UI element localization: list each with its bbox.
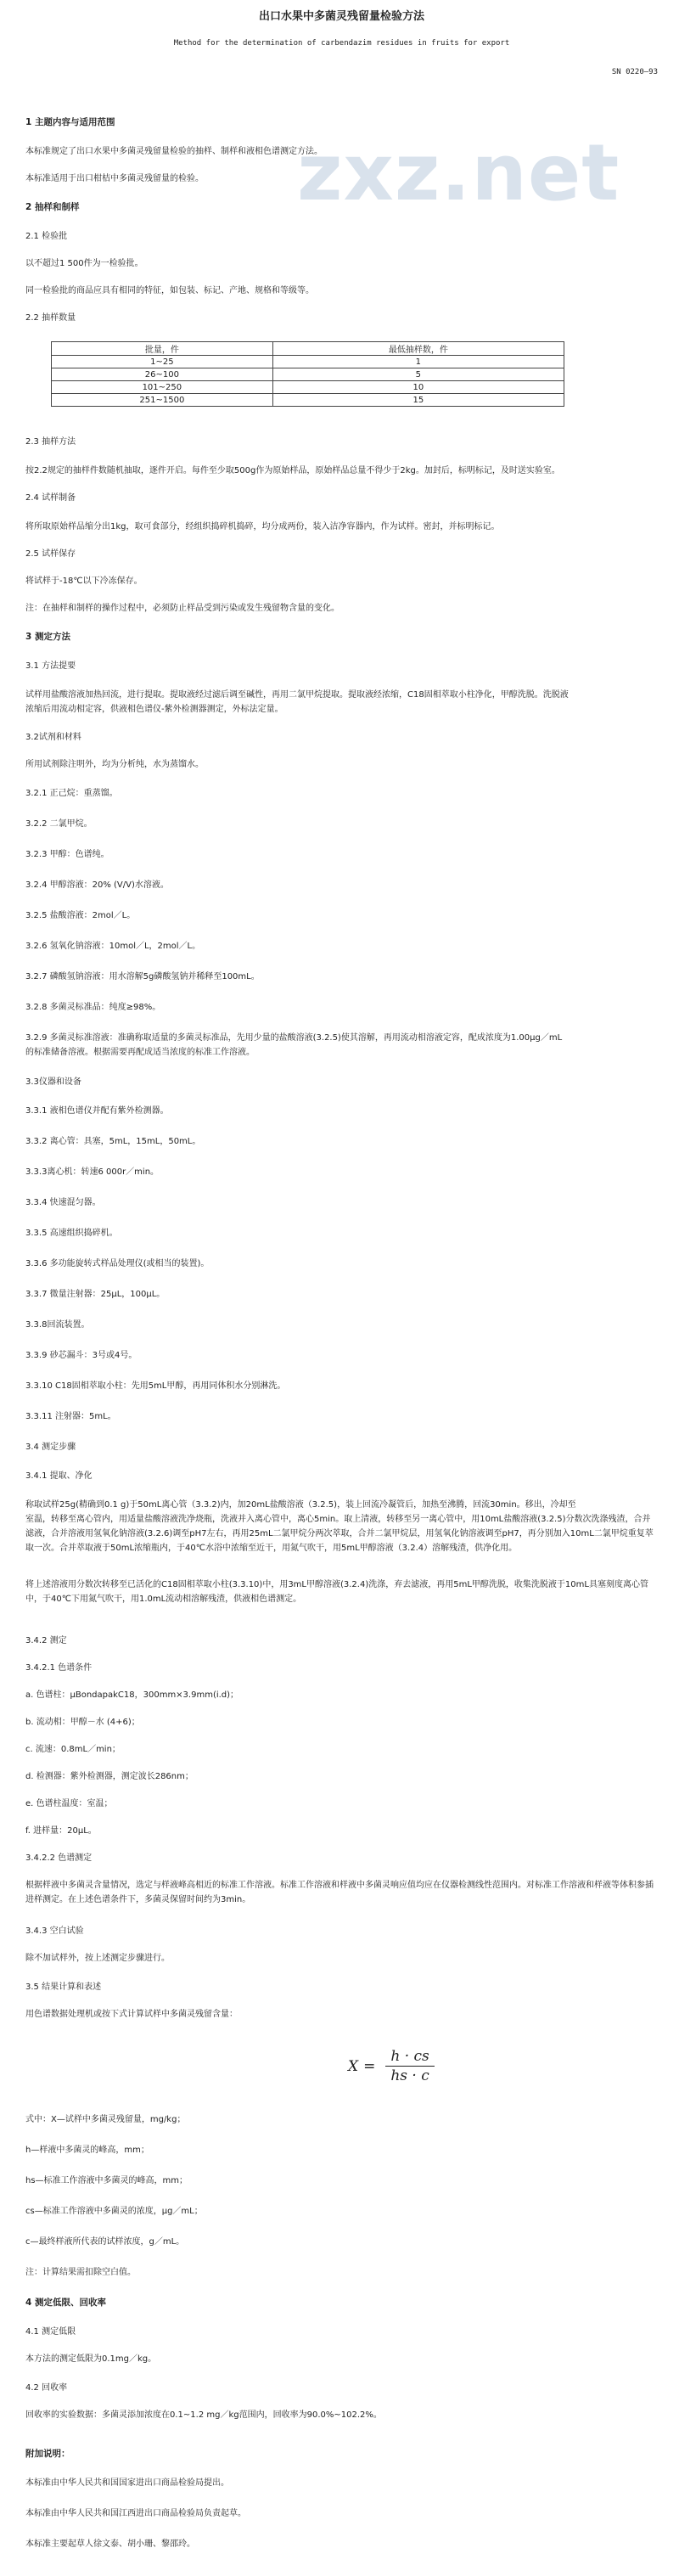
para-2-3: 按2.2规定的抽样件数随机抽取，逐件开启。每件至少取500g作为原始样品，原始样品总量不得少于2kg。加封后，标明标记，及时送实验室。 — [25, 466, 560, 475]
equipment-item: 3.3.6 多功能旋转式样品处理仪(或相当的装置)。 — [25, 1259, 210, 1268]
heading-3-4-2-1: 3.4.2.1 色谱条件 — [25, 1663, 93, 1673]
chromatographic-condition: f. 进样量：20μL。 — [25, 1826, 97, 1836]
para-2-1-1: 以不超过1 500件为一检验批。 — [25, 259, 143, 268]
para-3-4-2-2: 根据样液中多菌灵含量情况，选定与样液峰高相近的标准工作溶液。标准工作溶液和样液中多菌灵响应值均应在仪器检测线性范围内。对标准工作溶液和样液等体积参插进样测定。在上述色谱条件下，多菌灵保留时间约为3min。 — [25, 1881, 654, 1904]
chromatographic-condition: b. 流动相：甲醇－水 (4+6)； — [25, 1718, 140, 1727]
heading-3-1: 3.1 方法提要 — [25, 661, 76, 671]
para-2-4: 将所取原始样品缩分出1kg，取可食部分，经组织捣碎机捣碎，均分成两份，装入洁净容器内，作为试样。密封，并标明标记。 — [25, 522, 500, 532]
reagent-item: 3.2.6 氢氧化钠溶液：10mol／L，2mol／L。 — [25, 942, 201, 951]
table-cell: 15 — [272, 394, 564, 407]
para-3-4-3: 除不加试样外，按上述测定步骤进行。 — [25, 1954, 170, 1963]
para-3-5: 用色谱数据处理机或按下式计算试样中多菌灵残留含量： — [25, 2010, 238, 2019]
heading-2-3: 2.3 抽样方法 — [25, 437, 76, 447]
table-cell: 1 — [272, 356, 564, 368]
reagent-item: 3.2.3 甲醇：色谱纯。 — [25, 850, 109, 859]
heading-3-4-3: 3.4.3 空白试验 — [25, 1926, 84, 1936]
standard-code: SN 0220—93 — [611, 68, 658, 76]
para-2-5-1: 将试样于-18℃以下冷冻保存。 — [25, 577, 143, 586]
table-header-cell: 最低抽样数，件 — [272, 342, 564, 356]
heading-3-4-1: 3.4.1 提取、净化 — [25, 1471, 93, 1481]
formula-definition: h—样液中多菌灵的峰高，mm； — [25, 2146, 149, 2155]
para-3-4-1-a-line-1: 称取试样25g(精确到0.1 g)于50mL离心管（3.3.2)内，加20mL盐酸溶液（3.2.5)，装上回流冷凝管后，加热至沸腾，回流30min。移出，冷却至 — [25, 1500, 576, 1510]
watermark-text: zxz.net — [297, 127, 620, 218]
chromatographic-condition: a. 色谱柱：μBondapakC18，300mm×3.9mm(i.d)； — [25, 1690, 239, 1700]
equipment-item: 3.3.5 高速组织捣碎机。 — [25, 1229, 118, 1238]
reagent-item: 3.2.2 二氯甲烷。 — [25, 819, 93, 829]
heading-3-2: 3.2试剂和材料 — [25, 733, 81, 742]
document-title: 出口水果中多菌灵残留量检验方法 — [258, 10, 424, 23]
section-1-para-2: 本标准适用于出口柑桔中多菌灵残留量的检验。 — [25, 174, 204, 183]
heading-2-4: 2.4 试样制备 — [25, 493, 76, 503]
para-4-1: 本方法的测定低限为0.1mg／kg。 — [25, 2354, 157, 2364]
equipment-item: 3.3.7 微量注射器：25μL，100μL。 — [25, 1290, 166, 1299]
sampling-table — [51, 341, 564, 407]
reagent-item: 3.2.1 正己烷：重蒸馏。 — [25, 789, 118, 798]
heading-4-1: 4.1 测定低限 — [25, 2327, 76, 2337]
formula-numerator: h · cs — [385, 2048, 434, 2067]
formula-definition: cs—标准工作溶液中多菌灵的浓度，μg／mL； — [25, 2207, 203, 2216]
para-2-5-2: 注：在抽样和制样的操作过程中，必须防止样品受到污染或发生残留物含量的变化。 — [25, 604, 340, 613]
table-row — [52, 356, 564, 368]
heading-3-3: 3.3仪器和设备 — [25, 1077, 81, 1087]
appendix-line: 本标准由中华人民共和国国家进出口商品检验局提出。 — [25, 2478, 229, 2488]
reagent-3-2-9-line-2: 的标准储备溶液。根据需要再配成适当浓度的标准工作溶液。 — [25, 1048, 255, 1057]
equipment-item: 3.3.2 离心管：具塞，5mL，15mL，50mL。 — [25, 1137, 201, 1146]
table-header-row — [52, 342, 564, 356]
table-row — [52, 381, 564, 394]
equipment-item: 3.3.10 C18固相萃取小柱：先用5mL甲醇，再用同体积水分别淋洗。 — [25, 1381, 286, 1391]
formula-where: 式中：X—试样中多菌灵残留量，mg/kg； — [25, 2115, 186, 2124]
heading-2-2: 2.2 抽样数量 — [25, 313, 76, 323]
reagent-item: 3.2.4 甲醇溶液：20% (V/V)水溶液。 — [25, 880, 169, 890]
section-4-heading: 4 测定低限、回收率 — [25, 2298, 106, 2308]
calculation-note: 注：计算结果需扣除空白值。 — [25, 2268, 136, 2277]
para-2-1-2: 同一检验批的商品应具有相同的特征，如包装、标记、产地、规格和等级等。 — [25, 286, 314, 295]
para-3-2: 所用试剂除注明外，均为分析纯，水为蒸馏水。 — [25, 760, 204, 769]
reagent-item: 3.2.5 盐酸溶液：2mol／L。 — [25, 911, 136, 920]
equipment-item: 3.3.4 快速混匀器。 — [25, 1198, 101, 1207]
formula-definition: c—最终样液所代表的试样浓度，g／mL。 — [25, 2237, 185, 2247]
chromatographic-condition: c. 流速：0.8mL／min； — [25, 1745, 121, 1754]
section-2-heading: 2 抽样和制样 — [25, 202, 80, 212]
equipment-item: 3.3.8回流装置。 — [25, 1320, 90, 1330]
equipment-item: 3.3.9 砂芯漏斗：3号或4号。 — [25, 1351, 137, 1360]
equipment-item: 3.3.3离心机：转速6 000r／min。 — [25, 1167, 160, 1177]
table-row — [52, 394, 564, 407]
table-cell: 10 — [272, 381, 564, 394]
table-cell: 5 — [272, 368, 564, 381]
section-1-heading: 1 主题内容与适用范围 — [25, 117, 115, 127]
equipment-item: 3.3.1 液相色谱仪并配有紫外检测器。 — [25, 1106, 169, 1116]
appendix-line: 本标准由中华人民共和国江西进出口商品检验局负责起草。 — [25, 2509, 246, 2518]
heading-3-4: 3.4 测定步骤 — [25, 1443, 76, 1452]
appendix-heading: 附加说明： — [25, 2449, 70, 2459]
calculation-formula — [348, 2048, 435, 2084]
table-cell: 251~1500 — [52, 394, 273, 407]
table-header-cell: 批量，件 — [52, 342, 273, 356]
formula-lhs: X — [348, 2057, 359, 2075]
section-3-heading: 3 测定方法 — [25, 632, 70, 642]
para-3-1-line-1: 试样用盐酸溶液加热回流，进行提取。提取液经过滤后调至碱性，再用二氯甲烷提取。提取液经浓缩，C18固相萃取小柱净化，甲醇洗脱。洗脱液 — [25, 690, 569, 700]
chromatographic-condition: e. 色谱柱温度：室温； — [25, 1799, 113, 1808]
formula-definition: hs—标准工作溶液中多菌灵的峰高，mm； — [25, 2176, 188, 2185]
table-cell: 26~100 — [52, 368, 273, 381]
para-3-4-1-b: 将上述溶液用分数次转移至已活化的C18固相萃取小柱(3.3.10)中，用3mL甲醇溶液(3.2.4)洗涤，弃去滤液，再用5mL甲醇洗脱，收集洗脱液于10mL具塞刻度离心管中，于40℃下用氮气吹干，用1.0mL流动相溶解残渣，供液相色谱测定。 — [25, 1580, 648, 1604]
table-row — [52, 368, 564, 381]
section-1-para-1: 本标准规定了出口水果中多菌灵残留量检验的抽样、制样和液相色谱测定方法。 — [25, 147, 323, 156]
formula-fraction — [385, 2048, 434, 2084]
heading-3-4-2: 3.4.2 测定 — [25, 1636, 67, 1645]
chromatographic-condition: d. 检测器：紫外检测器，测定波长286nm； — [25, 1772, 194, 1781]
heading-2-1: 2.1 检验批 — [25, 232, 68, 241]
para-3-4-1-a-rest: 室温，转移至离心管内，用适量盐酸溶液洗净烧瓶，洗液并入离心管中，离心5min。取上清液，转移至另一离心管中，用10mL盐酸溶液(3.2.5)分数次洗涤残渣，合并滤液，合并溶液用氢氧化钠溶液(3.2.6)调至pH7左右，再用25mL二氯甲烷分两次萃取，合并二氯甲烷层，用氢氧化钠溶液调至pH7，再分别加入10mL二氯甲烷重复萃取一次。合并萃取液于50mL浓缩瓶内，于40℃水浴中浓缩至近干，用氮气吹干，用5mL甲醇溶液（3.2.4）溶解残渣，供净化用。 — [25, 1515, 654, 1553]
table-cell: 101~250 — [52, 381, 273, 394]
reagent-item: 3.2.8 多菌灵标准品：纯度≥98%。 — [25, 1003, 161, 1012]
para-3-1-line-2: 浓缩后用流动相定容，供液相色谱仪-紫外检测器测定，外标法定量。 — [25, 705, 283, 714]
formula-denominator: hs · c — [390, 2067, 429, 2084]
para-4-2: 回收率的实验数据：多菌灵添加浓度在0.1~1.2 mg／kg范围内，回收率为90.0%~102.2%。 — [25, 2410, 382, 2420]
heading-2-5: 2.5 试样保存 — [25, 549, 76, 559]
formula-equals: = — [363, 2057, 376, 2075]
heading-4-2: 4.2 回收率 — [25, 2383, 68, 2393]
heading-3-4-2-2: 3.4.2.2 色谱测定 — [25, 1853, 93, 1863]
reagent-item: 3.2.7 磷酸氢钠溶液：用水溶解5g磷酸氢钠并稀释至100mL。 — [25, 972, 260, 981]
appendix-line: 本标准主要起草人徐文泰、胡小珊、黎邵玲。 — [25, 2539, 195, 2549]
equipment-item: 3.3.11 注射器：5mL。 — [25, 1412, 116, 1421]
document-subtitle: Method for the determination of carbendazim residues in fruits for export — [173, 39, 510, 48]
heading-3-5: 3.5 结果计算和表述 — [25, 1983, 102, 1992]
reagent-3-2-9-line-1: 3.2.9 多菌灵标准溶液：准确称取适量的多菌灵标准品，先用少量的盐酸溶液(3.2.5)使其溶解，再用流动相溶液定容，配成浓度为1.00μg／mL — [25, 1033, 563, 1043]
table-cell: 1~25 — [52, 356, 273, 368]
